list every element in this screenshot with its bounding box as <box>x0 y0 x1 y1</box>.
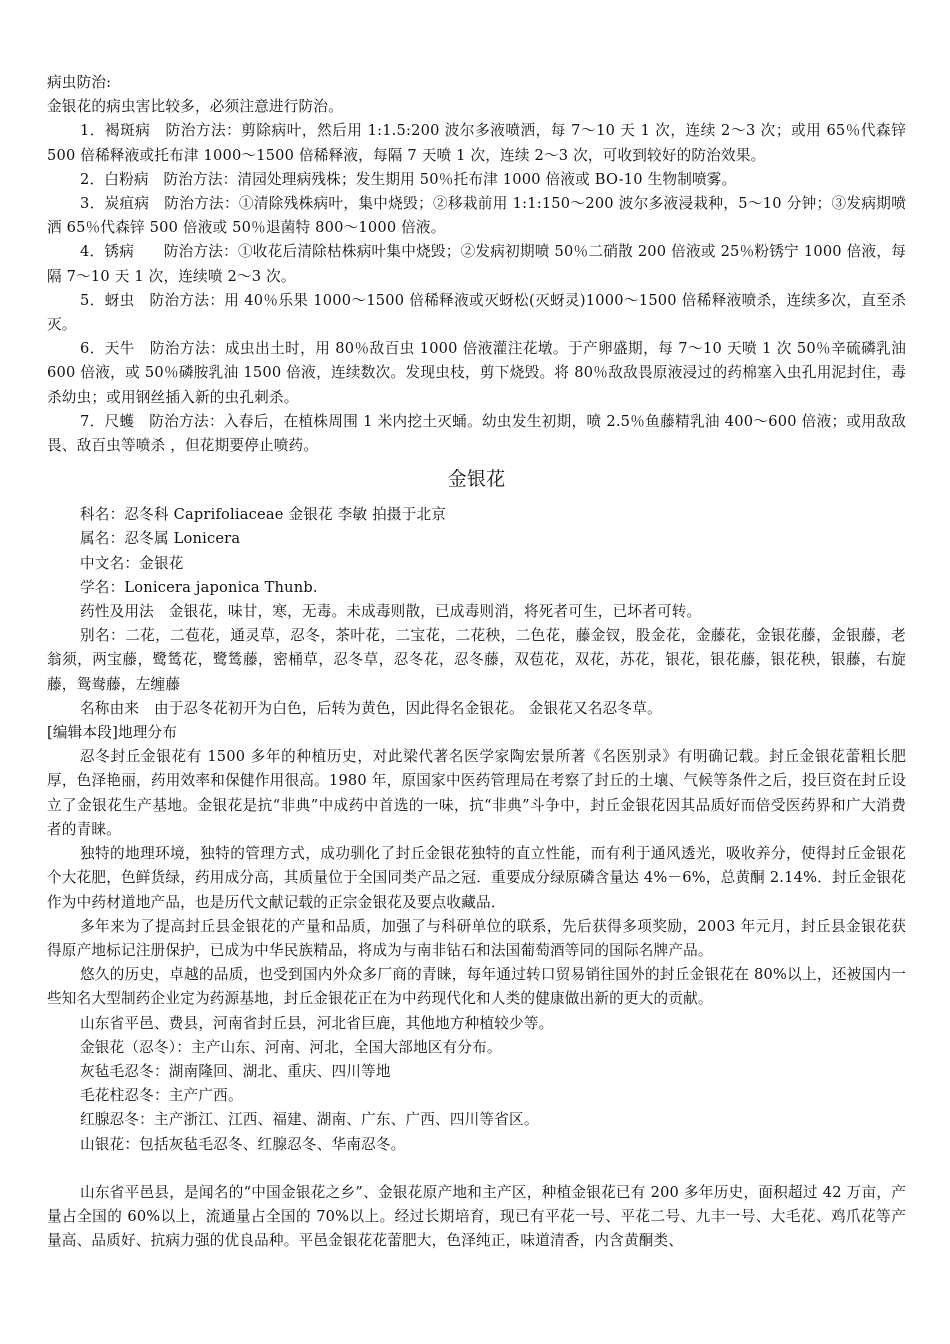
blank-line <box>47 1157 906 1181</box>
geo-line-huizhanmao: 灰毡毛忍冬：湖南隆回、湖北、重庆、四川等地 <box>80 1062 391 1080</box>
geo-heading: [编辑本段]地理分布 <box>47 724 178 742</box>
pest-item-2: 2．白粉病 防治方法：清园处理病残株；发生期用 50％托布津 1000 倍液或 BO-10 生物制喷雾。 <box>80 170 737 188</box>
geo-paragraph-4: 悠久的历史，卓越的品质，也受到国内外众多厂商的青睐，每年通过转口贸易销往国外的封丘金银花在 80%以上，还被国内一些知名大型制药企业定为药源基地，封丘金银花正在为中药现代化和人类的健康做出新的更大的贡献。 <box>47 966 906 1008</box>
pest-item-3: 3．炭疽病 防治方法：①清除残株病叶，集中烧毁；②移栽前用 1:1:150～200 波尔多液浸栽种，5～10 分钟；③发病期喷洒 65％代森锌 500 倍液或 50％退菌特 800～1000 倍液。 <box>47 195 906 237</box>
geo-line-jinyinhua: 金银花（忍冬）：主产山东、河南、河北，全国大部地区有分布。 <box>80 1038 502 1056</box>
geo-line-regions: 山东省平邑、费县，河南省封丘县，河北省巨鹿，其他地方种植较少等。 <box>80 1014 554 1032</box>
pest-item-6: 6．天牛 防治方法：成虫出土时，用 80％敌百虫 1000 倍液灌注花墩。于产卵盛期，每 7～10 天喷 1 次 50％辛硫磷乳油 600 倍液，或 50％磷胺乳油 1500 倍液，连续数次。发现虫枝，剪下烧毁。将 80％敌敌畏原液浸过的药棉塞入虫孔用泥封住，毒杀幼虫；或用钢丝插入新的虫孔刺杀。 <box>47 340 906 406</box>
pest-heading: 病虫防治: <box>47 74 112 91</box>
geo-line-shanyinhua: 山银花：包括灰毡毛忍冬、红腺忍冬、华南忍冬。 <box>80 1135 406 1153</box>
pest-item-4: 4．锈病 防治方法：①收花后清除枯株病叶集中烧毁；②发病初期喷 50％二硝散 200 倍液或 25％粉锈宁 1000 倍液，每隔 7～10 天 1 次，连续喷 2～3 次。 <box>47 243 906 285</box>
geo-line-maohuazhu: 毛花柱忍冬：主产广西。 <box>80 1087 243 1105</box>
geo-paragraph-3: 多年来为了提高封丘县金银花的产量和品质，加强了与科研单位的联系，先后获得多项奖励，2003 年元月，封丘县金银花获得原产地标记注册保护，已成为中华民族精品，将成为与南非钻石和法国葡萄酒等同的国际名牌产品。 <box>47 917 906 959</box>
info-family: 科名：忍冬科 Caprifoliaceae 金银花 李敏 拍摄于北京 <box>80 506 447 524</box>
pest-item-1: 1．褐斑病 防治方法：剪除病叶，然后用 1:1.5:200 波尔多液喷洒，每 7～10 天 1 次，连续 2～3 次；或用 65％代森锌 500 倍稀释液或托布津 1000～1500 倍稀释液，每隔 7 天喷 1 次，连续 2～3 次，可收到较好的防治效果。 <box>47 122 906 164</box>
section-title: 金银花 <box>447 468 506 491</box>
pest-item-5: 5．蚜虫 防治方法：用 40％乐果 1000～1500 倍稀释液或灭蚜松(灭蚜灵)1000～1500 倍稀释液喷杀，连续多次，直至杀灭。 <box>47 291 906 334</box>
geo-paragraph-1: 忍冬封丘金银花有 1500 多年的种植历史，对此梁代著名医学家陶宏景所著《名医别录》有明确记载。封丘金银花蕾粗长肥厚，色泽艳丽，药用效率和保健作用很高。1980 年，原国家中医药管理局在考察了封丘的土壤、气候等条件之后，投巨资在封丘设立了金银花生产基地。金银花是抗“非典”中成药中首选的一味，抗“非典”斗争中，封丘金银花因其品质好而倍受医药界和广大消费者的青睐。 <box>47 748 906 838</box>
info-scientific-name: 学名：Lonicera japonica Thunb. <box>80 578 318 596</box>
pest-item-7: 7．尺蠖 防治方法：入春后，在植株周围 1 米内挖土灭蛹。幼虫发生初期，喷 2.5％鱼藤精乳油 400～600 倍液；或用敌敌畏、敌百虫等喷杀 ，但花期要停止喷药。 <box>47 412 906 455</box>
pest-intro: 金银花的病虫害比较多，必须注意进行防治。 <box>47 98 343 116</box>
geo-last-paragraph: 山东省平邑县，是闻名的“中国金银花之乡”、金银花原产地和主产区，种植金银花已有 200 多年历史，面积超过 42 万亩，产量占全国的 60%以上，流通量占全国的 70%以上。经过长期培育，现已有平花一号、平花二号、九丰一号、大毛花、鸡爪花等产量高、品质好、抗病力强的优良品种。平邑金银花花蕾肥大，色泽纯正，味道清香，内含黄酮类、 <box>47 1183 906 1250</box>
info-chinese-name: 中文名：金银花 <box>80 554 184 572</box>
info-name-origin: 名称由来 由于忍冬花初开为白色，后转为黄色，因此得名金银花。 金银花又名忍冬草。 <box>80 699 662 717</box>
geo-line-hongxian: 红腺忍冬：主产浙江、江西、福建、湖南、广东、广西、四川等省区。 <box>80 1111 539 1129</box>
info-properties: 药性及用法 金银花，味甘，寒，无毒。未成毒则散，已成毒则消，将死者可生，已坏者可转。 <box>80 603 702 621</box>
info-aliases: 别名：二花，二苞花，通灵草，忍冬，茶叶花，二宝花，二花秧，二色花，藤金钗，股金花，金藤花，金银花藤，金银藤，老翁须，两宝藤，鹭鸶花，鹭鸶藤，密桶草，忍冬草，忍冬花，忍冬藤，双苞花，双花，苏花，银花，银花藤，银花秧，银藤，右旋藤，鸳鸯藤，左缠藤 <box>47 627 906 693</box>
geo-paragraph-2: 独特的地理环境，独特的管理方式，成功驯化了封丘金银花独特的直立性能，而有利于通风透光，吸收养分，使得封丘金银花个大花肥，色鲜货绿，药用成分高，其质量位于全国同类产品之冠．重要成分绿原磷含量达 4%－6%，总黄酮 2.14%．封丘金银花作为中药材道地产品，也是历代文献记载的正宗金银花及要点收藏品． <box>47 845 906 911</box>
info-genus: 属名：忍冬属 Lonicera <box>80 530 241 548</box>
